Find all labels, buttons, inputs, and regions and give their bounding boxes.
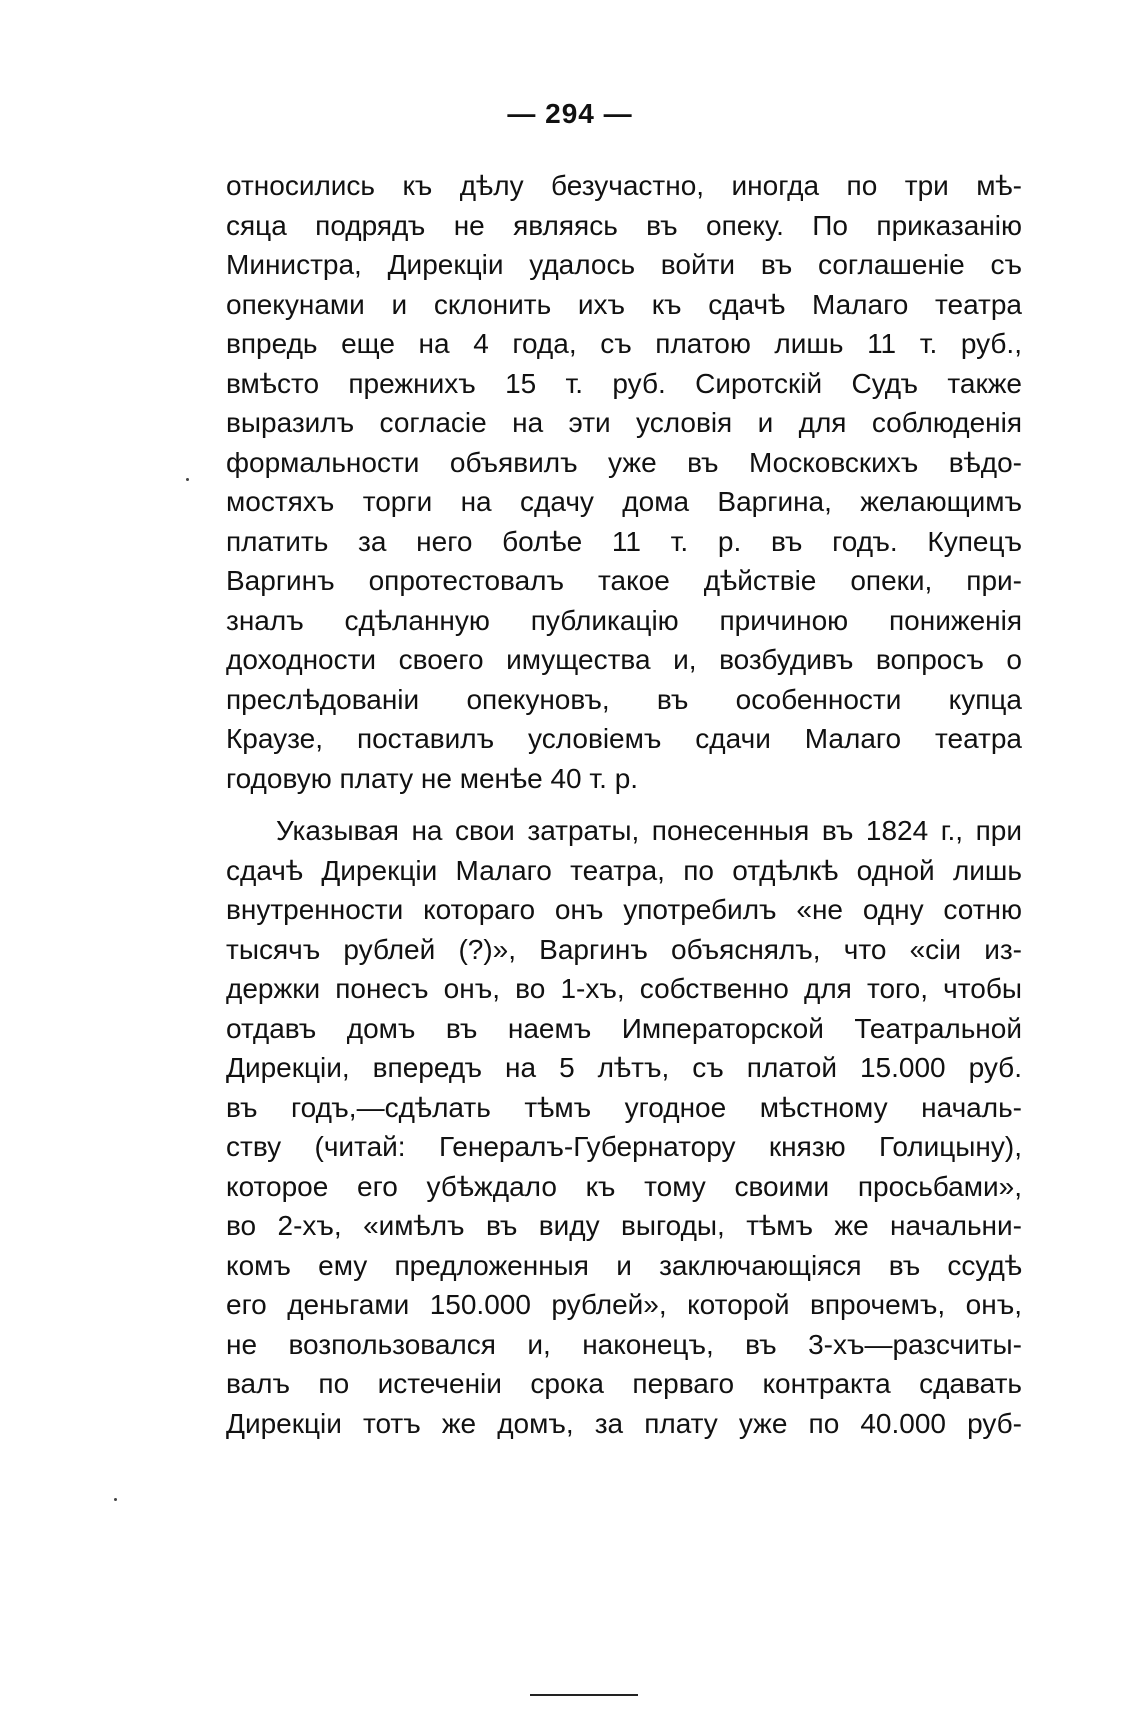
text-line: ству (читай: Генералъ-Губернатору князю Голицыну), [226, 1131, 1022, 1162]
text-line: въ годъ,—сдѣлать тѣмъ угодное мѣстному началь- [226, 1091, 1022, 1123]
text-line: Указывая на свои затраты, понесенныя въ 1824 г., при [276, 815, 1022, 846]
text-line: мостяхъ торги на сдачу дома Варгина, желающимъ [226, 486, 1022, 517]
text-line: платить за него болѣе 11 т. р. въ годъ. Купецъ [226, 525, 1022, 557]
text-line: тысячъ рублей (?)», Варгинъ объяснялъ, что «сiи из- [226, 933, 1022, 965]
body-text [226, 166, 1022, 1443]
text-line: не возпользовался и, наконецъ, въ 3-хъ—разсчиты- [226, 1328, 1022, 1360]
scan-speck [186, 478, 189, 481]
text-line: отдавъ домъ въ наемъ Императорской Театральной [226, 1012, 1022, 1044]
text-line: годовую плату не менѣе 40 т. р. [226, 762, 639, 794]
text-line: сяца подрядъ не являясь въ опеку. По приказанiю [226, 209, 1022, 241]
text-line: зналъ сдѣланную публикацiю причиною пониженiя [226, 604, 1022, 636]
text-line: внутренности котораго онъ употребилъ «не одну сотню [226, 894, 1022, 925]
text-line: Дирекцiи, впередъ на 5 лѣтъ, съ платой 15.000 руб. [226, 1052, 1022, 1083]
text-line: доходности своего имущества и, возбудивъ вопросъ о [226, 644, 1022, 675]
text-line: комъ ему предложенныя и заключающiяся въ ссудѣ [226, 1249, 1022, 1281]
text-line: Варгинъ опротестовалъ такое дѣйствiе опеки, при- [226, 565, 1022, 596]
bottom-rule [530, 1694, 638, 1696]
text-line: выразилъ согласiе на эти условiя и для соблюденiя [226, 407, 1022, 438]
scan-speck [114, 1498, 117, 1501]
text-line: во 2-хъ, «имѣлъ въ виду выгоды, тѣмъ же начальни- [226, 1210, 1022, 1241]
text-line: Дирекцiи тотъ же домъ, за плату уже по 40.000 руб- [226, 1407, 1022, 1439]
text-line: вмѣсто прежнихъ 15 т. руб. Сиротскiй Судъ также [226, 367, 1022, 399]
text-line: сдачѣ Дирекцiи Малаго театра, по отдѣлкѣ одной лишь [226, 854, 1022, 886]
text-line: преслѣдованiи опекуновъ, въ особенности купца [226, 683, 1022, 715]
text-line: формальности объявилъ уже въ Московскихъ вѣдо- [226, 446, 1022, 478]
text-line: впредь еще на 4 года, съ платою лишь 11 т. руб., [226, 328, 1022, 359]
text-line: опекунами и склонить ихъ къ сдачѣ Малаго театра [226, 288, 1022, 320]
paragraph-1 [226, 166, 1022, 798]
text-line: относились къ дѣлу безучастно, иногда по три мѣ- [226, 170, 1022, 201]
text-line: которое его убѣждало къ тому своими просьбами», [226, 1170, 1022, 1202]
page-number: — 294 — [507, 98, 633, 129]
text-line: валъ по истеченiи срока перваго контракта сдавать [226, 1368, 1022, 1399]
text-line: Министра, Дирекцiи удалось войти въ соглашенiе съ [226, 249, 1022, 280]
text-line: держки понесъ онъ, во 1-хъ, собственно для того, чтобы [226, 973, 1022, 1004]
text-line: его деньгами 150.000 рублей», которой впрочемъ, онъ, [226, 1289, 1022, 1320]
paragraph-2 [226, 811, 1022, 1443]
text-line: Краузе, поставилъ условiемъ сдачи Малаго театра [226, 723, 1022, 754]
